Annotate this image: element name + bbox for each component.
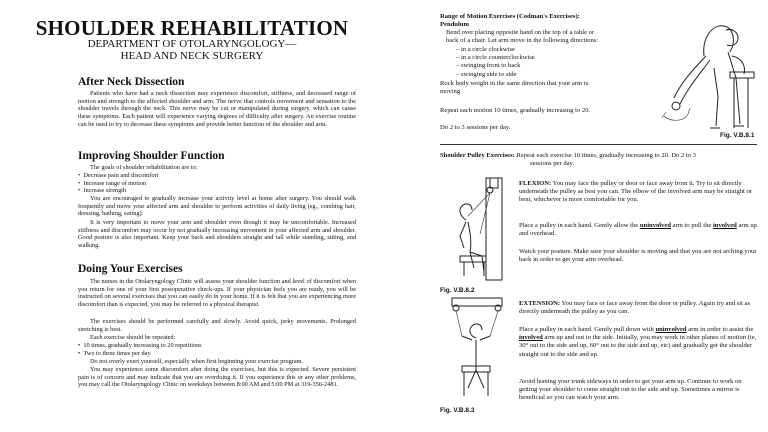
repeat-intro: Each exercise should be repeated: — [90, 334, 176, 341]
flexion-pulley-text-b: arm to pull the — [672, 222, 712, 229]
pulley-heading: Shoulder Pulley Exercises: — [440, 152, 515, 159]
extension-pulley-illustration — [440, 296, 516, 402]
flexion-pulley-paragraph — [519, 222, 757, 238]
flexion-pulley-illustration — [440, 176, 516, 282]
move-item: – swinging side to side — [456, 70, 517, 78]
section-heading-after-neck: After Neck Dissection — [78, 76, 185, 88]
pendulum-moves — [456, 46, 535, 79]
extension-pulley-text-a: Place a pulley in each hand. Gently pull down with — [519, 326, 654, 333]
section-divider — [440, 144, 757, 145]
department-line-1: DEPARTMENT OF OTOLARYNGOLOGY— — [87, 38, 297, 50]
involved-emphasis-2: involved — [519, 334, 543, 342]
involved-emphasis: involved — [712, 222, 737, 229]
pendulum-illustration — [644, 16, 756, 134]
uninvolved-emphasis-2: uninvolved — [655, 326, 687, 333]
figure-caption-3: Fig. V.B.8.3 — [440, 407, 475, 414]
goal-item: • Decrease pain and discomfort — [78, 172, 356, 180]
pendulum-instructions — [446, 29, 646, 45]
flexion-pulley-text-a: Place a pulley in each hand. Gently allow the — [519, 222, 639, 229]
flexion-paragraph — [519, 180, 757, 205]
pendulum-line-1: Bend over placing opposite hand on the top of a table or — [446, 29, 595, 36]
section-heading-improving: Improving Shoulder Function — [78, 150, 225, 162]
goal-item: • Increase strength — [78, 187, 356, 195]
extension-pulley-text-c: arm up and out to the side. Initially, you may work in other planes of motion (ie, 30° out to the side and up, 60° out to the side and up, etc) and gradually get the shoulder straight out to the side and up. — [519, 334, 757, 358]
flexion-pulley-text-c: arm up and overhead. — [519, 222, 757, 238]
flexion-label: FLEXION: — [519, 180, 552, 187]
extension-pulley-text-b: arm in order to assist the — [688, 326, 754, 333]
extension-paragraph — [519, 300, 757, 316]
section-heading-doing: Doing Your Exercises — [78, 263, 183, 275]
assessment-paragraph: The nurses in the Otolaryngology Clinic will assess your shoulder function and level of discomfort when you return for one of your first postoperative check-ups. If your physician feels you are ready, you will be instructed on several exercises that you can easily do in your home. If it is felt that you are experiencing more discomfort than is expected, you may be referred to a physical therapist. — [78, 278, 356, 309]
pulley-intro-line-1: Repeat each exercise 10 times, gradually increasing to 20. Do 2 to 3 — [516, 152, 696, 159]
figure-caption-2: Fig. V.B.8.2 — [440, 287, 475, 294]
pulley-intro-line-2: sessions per day. — [530, 160, 575, 167]
department-line-2: HEAD AND NECK SURGERY — [120, 50, 264, 62]
extension-pulley-paragraph — [519, 326, 757, 359]
exert-paragraph: Do not overly exert yourself, especially when first beginning your exercise program. — [90, 358, 304, 365]
contact-paragraph: You may experience some discomfort after doing the exercises, but this is expected. Severe persistent pain is of concern and may indicate that you are overdoing it. If you experience this or any other problems, you may call the Otolaryngology Clinic on weekdays between 8:00 AM and 5:00 PM at 319-356-2481. — [78, 366, 356, 389]
sessions-text: Do 2 to 3 sessions per day. — [440, 124, 511, 131]
after-neck-paragraph: Patients who have had a neck dissection may experience discomfort, stiffness, and decreased range of motion and strength to the affected shoulder and arm. The nerve that controls movement and sensation to the shoulder travels through the neck. This nerve may be cut or manipulated during surgery, which can cause these symptoms. Each patient will experience varying degrees of difficulty after surgery. An exercise routine can be used to try to decrease these symptoms and provide better function of the shoulder and arm. — [78, 90, 356, 128]
careful-paragraph: The exercises should be performed carefully and slowly. Avoid quick, jerky movements. Prolonged stretching is best. — [78, 318, 356, 333]
pulley-intro — [440, 152, 756, 160]
uninvolved-emphasis: uninvolved — [639, 222, 672, 229]
repeat-item: • Two to three times per day — [78, 350, 356, 358]
importance-paragraph: It is very important to move your arm and shoulder even though it may be uncomfortable. Increased stiffness and discomfort may occur by not gradually increasing movement in your affected arm and shoulder. Good posture is also important. Keep your back and shoulders straight and tall while standing, sitting, and walking. — [78, 219, 356, 250]
goals-intro: The goals of shoulder rehabilitation are to: — [90, 164, 198, 171]
goal-item: • Increase range of motion — [78, 180, 356, 188]
figure-caption-1: Fig. V.B.8.1 — [720, 132, 755, 139]
avoid-leaning-paragraph: Avoid leaning your trunk sideways in order to get your arm up. Continue to work on getting your shoulder to come straight out to the side and up. Sometimes a mirror is beneficial so you can watch your arm. — [519, 378, 742, 402]
document-title: SHOULDER REHABILITATION — [35, 16, 349, 40]
repeat-item: • 10 times, gradually increasing to 20 repetitions — [78, 342, 356, 350]
department-heading — [0, 38, 384, 62]
posture-paragraph: Watch your posture. Make sure your shoulder is moving and that you are not arching your back in order to get your arm overhead. — [519, 248, 757, 264]
pendulum-line-2: back of a chair. Let arm move in the following directions: — [446, 37, 599, 45]
rock-line-2: moving — [440, 88, 461, 96]
activity-paragraph: You are encouraged to gradually increase your activity level at home after surgery. You should walk frequently and move your affected arm and shoulder to perform activities of daily living (eg., combing hair, dressing, bathing, eating). — [78, 195, 356, 218]
flexion-text: You may face the pulley or door or face away from it. Try to sit directly underneath the pulley as best you can. The elbow of the involved arm may be straight or bent, whichever is more comfortable for you. — [519, 180, 752, 204]
move-item: – swinging front to back — [456, 62, 521, 70]
rock-line-1: Rock body weight in the same direction that your arm is — [440, 80, 589, 87]
goals-list — [78, 172, 356, 195]
rom-heading: Range of Motion Exercises (Codman's Exercises): — [440, 13, 580, 20]
repeat-list — [78, 342, 356, 357]
move-item: – in a circle counterclockwise — [456, 54, 535, 62]
rock-text — [440, 80, 640, 96]
extension-label: EXTENSION: — [519, 300, 561, 307]
move-item: – in a circle clockwise — [456, 46, 515, 53]
pendulum-heading: Pendulum — [440, 21, 469, 28]
repeat-motion-text: Repeat each motion 10 times, gradually increasing to 20. — [440, 107, 591, 114]
extension-text: You may face or face away from the door or pulley. Again try and sit as directly underneath the pulley as you can. — [519, 300, 751, 316]
